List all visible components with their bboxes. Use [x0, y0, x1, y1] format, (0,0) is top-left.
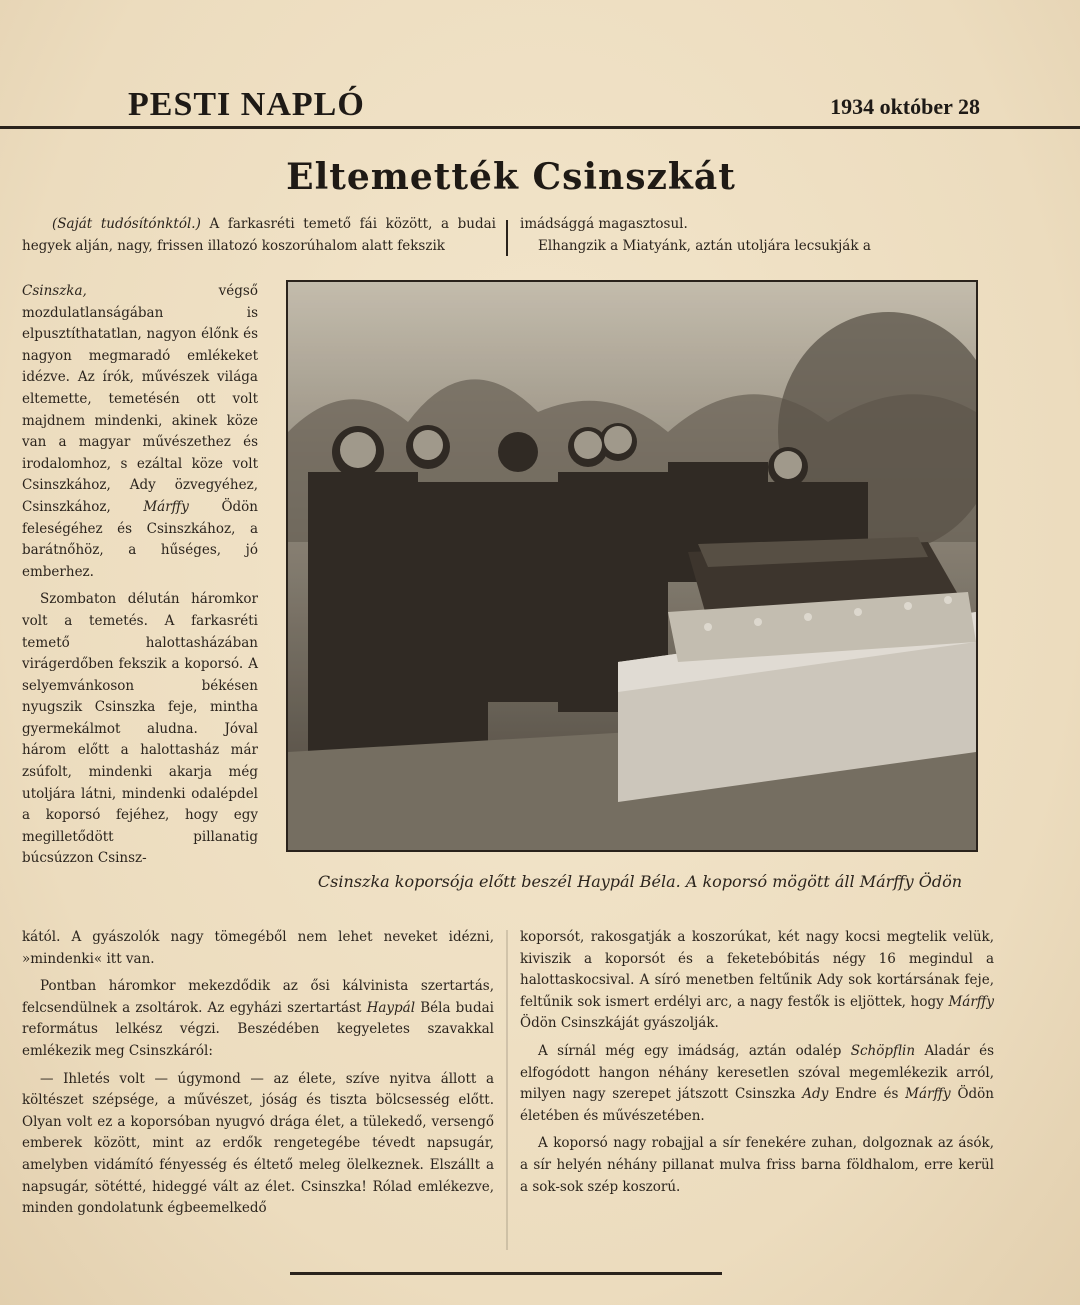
byline: (Saját tudósítónktól.) [52, 216, 201, 232]
article-headline: Eltemették Csinszkát [286, 156, 736, 198]
paragraph: koporsót, rakosgatják a koszorúkat, két nagy kocsi megtelik velük, kiviszik a koporsót és a feketebóbitás négy 16 megindul a halottaskocsival. A síró menetben feltűnik Ady sok kortársának feje, feltűnik sok ismert erdélyi arc, a nagy festők is eljöttek, hogy Márffy Ödön Csinszkáját gyászolják. [520, 929, 994, 1032]
column-rule [506, 220, 508, 256]
paragraph: (Saját tudósítónktól.) A farkasréti temető fái között, a budai hegyek alján, nagy, frissen illatozó koszorúhalom alatt fekszik [22, 216, 496, 254]
column-rule [506, 930, 508, 1250]
paragraph: A koporsó nagy robajjal a sír fenekére zuhan, dolgoznak az ásók, a sír helyén néhány pillanat mulva friss barna földhalom, erre kerül a sok-sok szép koszorú. [520, 1135, 994, 1195]
paragraph: imádsággá magasztosul. [520, 216, 688, 232]
article-end-rule [290, 1272, 722, 1275]
article-column-right-top [520, 214, 994, 257]
newspaper-name: PESTI NAPLÓ [128, 86, 365, 123]
photo-caption: Csinszka koporsója előtt beszél Haypál Béla. A koporsó mögött áll Márffy Ödön [317, 872, 963, 891]
paragraph: Szombaton délután háromkor volt a temetés. A farkasréti temető halottasházában virágerdőben fekszik a koporsó. A selyemvánkoson békésen nyugszik Csinszka feje, mintha gyermekálmot aludna. Jóval három előtt a halottasház már zsúfolt, mindenki akarja még utoljára látni, mindenki odalépdel a koporsó fejéhez, hogy egy megilletődött pillanatig búcsúzzon Csinsz- [22, 591, 258, 867]
paragraph: A sírnál még egy imádság, aztán odalép Schöpflin Aladár és elfogódott hangon néhány keresetlen szóval megemlékezik arról, milyen nagy szerepet játszott Csinszka Ady Endre és Márffy Ödön életében és művészetében. [520, 1042, 995, 1124]
article-column-left-top [22, 214, 496, 257]
paragraph: kától. A gyászolók nagy tömegéből nem lehet neveket idézni, »mindenki« itt van. [22, 929, 494, 967]
paragraph: Pontban háromkor mekezdődik az ősi kálvinista szertartás, felcsendülnek a zsoltárok. Az egyházi szertartást Haypál Béla budai református lelkész végzi. Beszédében kegyeletes szavakkal emlékezik meg Csinszkáról: [22, 978, 495, 1059]
funeral-photograph [286, 280, 978, 852]
issue-date: 1934 október 28 [830, 94, 980, 119]
paragraph: Elhangzik a Miatyánk, aztán utoljára lecsukják a [538, 237, 871, 254]
article-column-left-lower [22, 927, 494, 1220]
article-column-left-body [22, 281, 258, 870]
paragraph: Csinszka, végső mozdulatlanságában is elpusztíthatatlan, nagyon élőnk és nagyon megmaradó emlékeket idézve. Az írók, művészek világa eltemette, temetésén ott volt majdnem mindenki, akinek köze van a magyar művészethez és irodalomhoz, s ezáltal köze volt Csinszkához, Ady özvegyéhez, Csinszkához, Márffy Ödön feleségéhez és Csinszkához, a barátnőhöz, a hűséges, jó emberhez. [22, 283, 258, 580]
quoted-speech: — Ihletés volt — úgymond — az élete, szíve nyitva állott a költészet szépsége, a művészet, jóság és tiszta bölcsesség előtt. Olyan volt ez a koporsóban nyugvó drága élet, a tülekedő, versengő emberek között, mint az erdők rengetegébe tévedt napsugár, amelyben vidámító fényesség és éltető meleg ölelkeznek. Elszállt a napsugár, sötétté, hideggé vált az élet. Csinszka! Rólad emlékezve, minden gondolatunk égbeemelkedő [22, 1070, 494, 1217]
masthead-rule [0, 126, 1080, 129]
article-column-right-lower [520, 927, 994, 1198]
